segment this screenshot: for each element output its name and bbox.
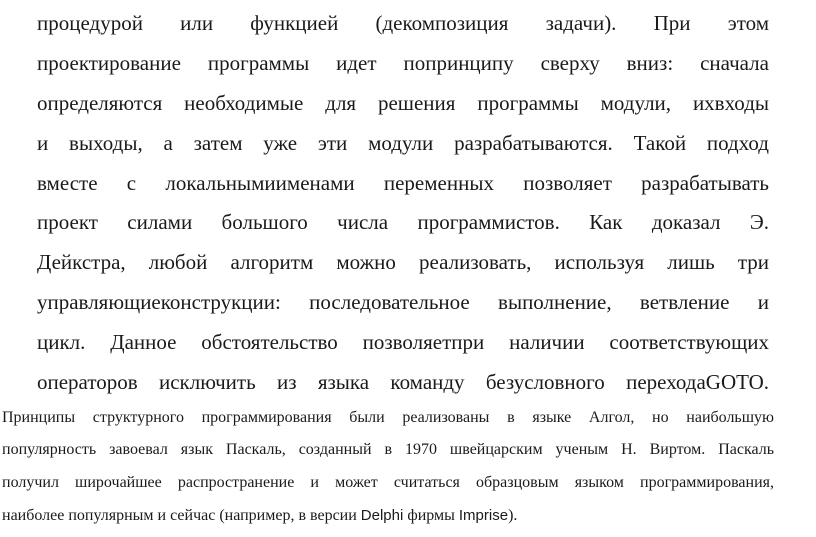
text-segment: ). (508, 507, 518, 524)
paragraph-line: популярность завоевал язык Паскаль, созданный в 1970 швейцарским ученым Н. Виртом. Паскаль (2, 441, 774, 458)
text-segment: наиболее популярным и сейчас (например, в версии (2, 507, 361, 524)
paragraph-line-last (2, 506, 774, 526)
paragraph-line: Дейкстра, любой алгоритм можно реализовать, используя лишь три (37, 250, 769, 274)
paragraph-line: Принципы структурного программирования были реализованы в языке Алгол, но наибольшую (2, 409, 774, 426)
paragraph-line: процедурой или функцией (декомпозиция задачи). При этом (37, 11, 769, 35)
paragraph-line: проект силами большого числа программистов. Как доказал Э. (37, 210, 769, 234)
paragraph-line: цикл. Данное обстоятельство позволяетпри наличии соответствующих (37, 330, 769, 354)
paragraph-line: операторов исключить из языка команду безусловного переходаGOTO. (37, 370, 769, 394)
paragraph-line: и выходы, а затем уже эти модули разрабатываются. Такой подход (37, 131, 769, 155)
product-name-delphi: Delphi (360, 507, 404, 524)
paragraph-line: определяются необходимые для решения программы модули, ихвходы (37, 91, 769, 115)
paragraph-line: управляющиеконструкции: последовательное выполнение, ветвление и (37, 290, 769, 314)
company-name-imprise: Imprise (458, 507, 509, 524)
text-segment: фирмы (403, 507, 459, 524)
paragraph-line: проектирование программы идет попринципу сверху вниз: сначала (37, 51, 769, 75)
paragraph-line: получил широчайшее распространение и может считаться образцовым языком программирования, (2, 474, 774, 491)
paragraph-line: вместе с локальнымиименами переменных позволяет разрабатывать (37, 171, 769, 195)
